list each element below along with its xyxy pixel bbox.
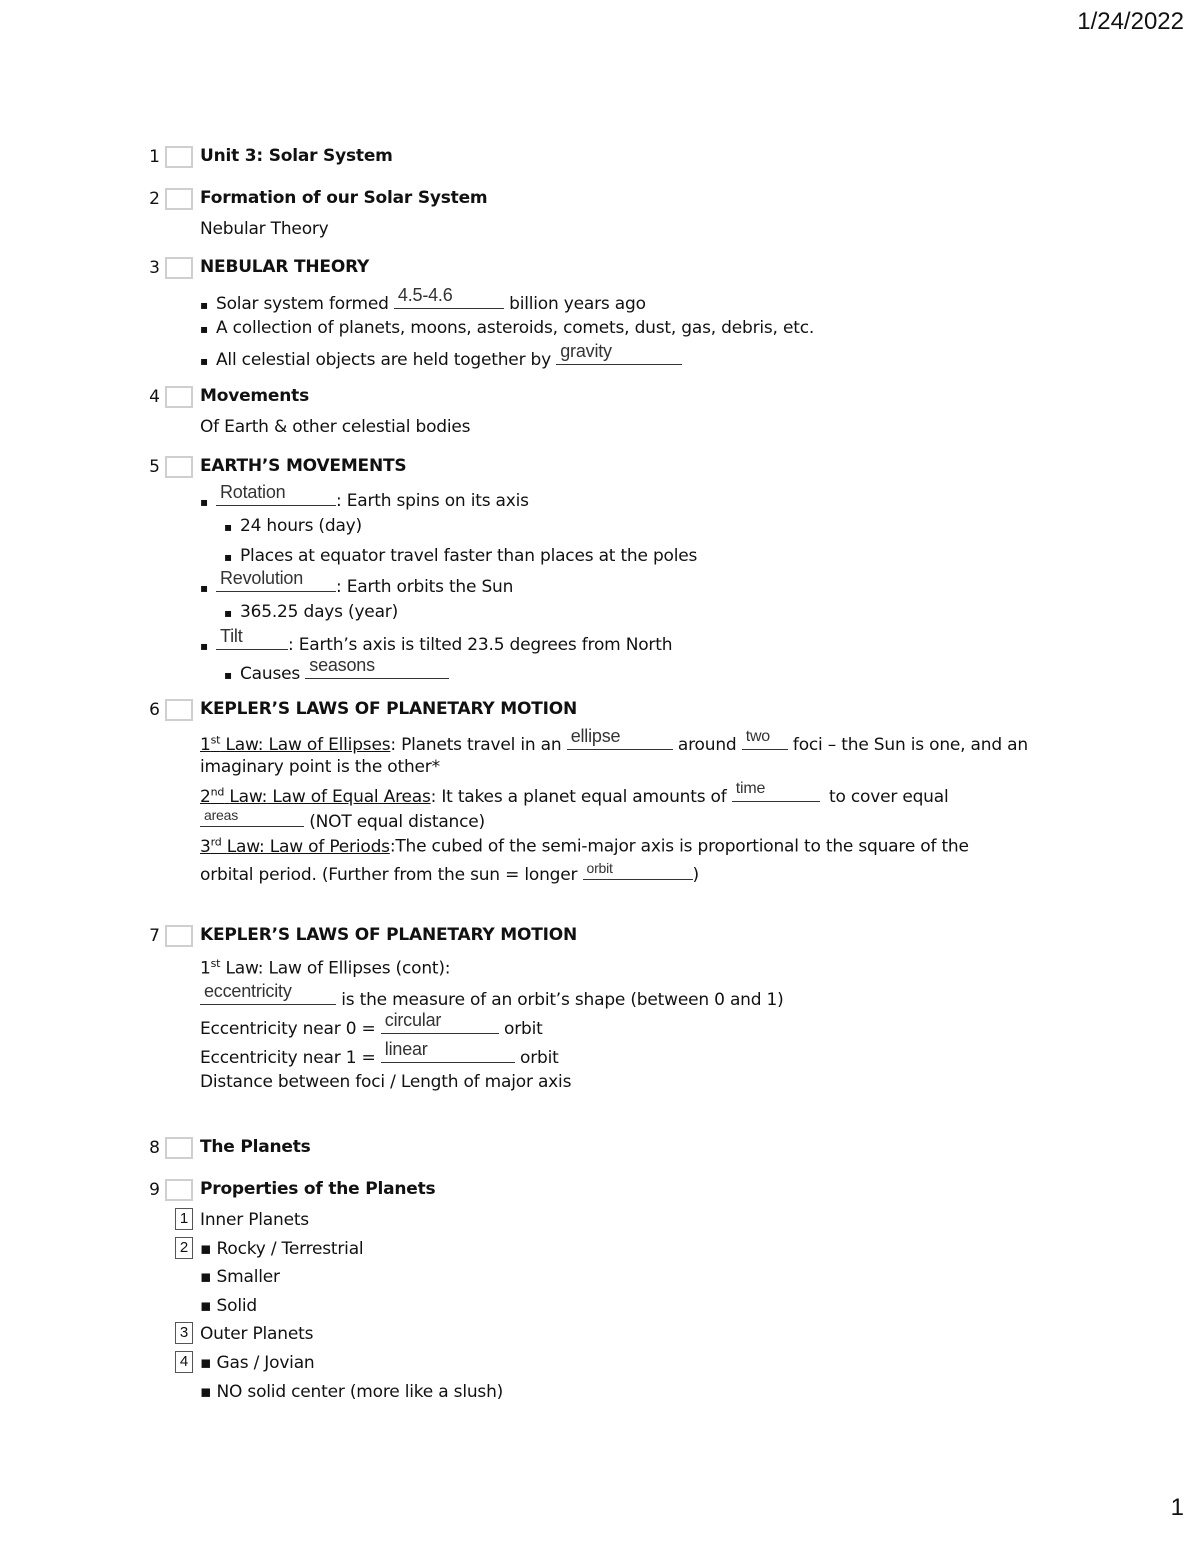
fill-blank: two <box>742 731 788 750</box>
fill-blank: linear <box>381 1044 515 1063</box>
list-item: ▪ Rocky / Terrestrial <box>200 1239 364 1259</box>
definition-line: eccentricity is the measure of an orbit’s shape (between 0 and 1) <box>200 986 784 1010</box>
sub-bullet: ▪ 365.25 days (year) <box>224 602 399 622</box>
slide-title: Formation of our Solar System <box>200 188 488 208</box>
slide-title: NEBULAR THEORY <box>200 257 370 277</box>
list-item: ▪ NO solid center (more like a slush) <box>200 1382 504 1402</box>
bullet-line: ▪ Solar system formed 4.5-4.6 billion years ago <box>200 285 646 314</box>
slide-title: KEPLER’S LAWS OF PLANETARY MOTION <box>200 925 578 945</box>
slide-title: EARTH’S MOVEMENTS <box>200 456 407 476</box>
page-number: 1 <box>1170 1494 1184 1521</box>
formula-line: Distance between foci / Length of major axis <box>200 1072 572 1092</box>
slide-number: 2 <box>149 189 160 209</box>
fill-blank: Revolution <box>216 573 336 592</box>
animation-marker: 3 <box>175 1322 193 1344</box>
bullet-line: ▪ Revolution : Earth orbits the Sun <box>200 568 514 597</box>
fill-blank: Rotation <box>216 487 336 506</box>
bullet-line: ▪ Rotation : Earth spins on its axis <box>200 482 529 511</box>
animation-marker: 4 <box>175 1351 193 1373</box>
list-item: ▪ Gas / Jovian <box>200 1353 315 1373</box>
bullet-line: ▪ Tilt : Earth’s axis is tilted 23.5 degrees from North <box>200 626 673 655</box>
slide-thumbnail-box <box>165 925 193 947</box>
sub-bullet: ▪ Causes seasons <box>224 660 449 684</box>
list-item: Inner Planets <box>200 1210 309 1230</box>
sub-bullet: ▪ Places at equator travel faster than places at the poles <box>224 546 698 566</box>
fill-blank: seasons <box>305 660 449 679</box>
sub-bullet: ▪ 24 hours (day) <box>224 516 362 536</box>
slide-number: 9 <box>149 1180 160 1200</box>
slide-thumbnail-box <box>165 1179 193 1201</box>
slide-number: 1 <box>149 147 160 167</box>
fill-blank: time <box>732 783 820 802</box>
fill-blank: 4.5-4.6 <box>394 290 504 309</box>
fill-blank: ellipse <box>567 731 673 750</box>
law-line: areas (NOT equal distance) <box>200 808 485 832</box>
slide-number: 4 <box>149 387 160 407</box>
fill-blank: circular <box>381 1015 499 1034</box>
law-subheading: 1st Law: Law of Ellipses (cont): <box>200 957 451 979</box>
slide-number: 6 <box>149 700 160 720</box>
bullet-line: ▪ All celestial objects are held together by gravity <box>200 346 682 370</box>
fill-blank: areas <box>200 808 304 827</box>
slide-thumbnail-box <box>165 1137 193 1159</box>
slide-thumbnail-box <box>165 146 193 168</box>
slide-title: Unit 3: Solar System <box>200 146 393 166</box>
slide-title: Movements <box>200 386 309 406</box>
law-line: 1st Law: Law of Ellipses: Planets travel in an ellipse around two foci – the Sun is one, and an <box>200 726 1028 755</box>
slide-title: Properties of the Planets <box>200 1179 436 1199</box>
slide-title: KEPLER’S LAWS OF PLANETARY MOTION <box>200 699 578 719</box>
slide-thumbnail-box <box>165 188 193 210</box>
fill-blank: Tilt <box>216 631 288 650</box>
slide-number: 7 <box>149 926 160 946</box>
list-item: Outer Planets <box>200 1324 314 1344</box>
law-line: imaginary point is the other* <box>200 757 440 777</box>
slide-number: 5 <box>149 457 160 477</box>
slide-title: The Planets <box>200 1137 311 1157</box>
slide-thumbnail-box <box>165 456 193 478</box>
slide-number: 8 <box>149 1138 160 1158</box>
slide-thumbnail-box <box>165 699 193 721</box>
list-item: ▪ Solid <box>200 1296 257 1316</box>
print-date: 1/24/2022 <box>1077 8 1184 35</box>
list-item: ▪ Smaller <box>200 1267 280 1287</box>
law-line: orbital period. (Further from the sun = longer orbit ) <box>200 860 699 885</box>
law-line: 3rd Law: Law of Periods:The cubed of the semi-major axis is proportional to the square of the <box>200 835 969 857</box>
slide-number: 3 <box>149 258 160 278</box>
slide-thumbnail-box <box>165 386 193 408</box>
slide-subtitle: Nebular Theory <box>200 219 329 239</box>
fill-blank: gravity <box>556 346 682 365</box>
animation-marker: 2 <box>175 1237 193 1259</box>
bullet-line: ▪ A collection of planets, moons, asteroids, comets, dust, gas, debris, etc. <box>200 318 815 338</box>
fill-blank: orbit <box>583 861 693 880</box>
animation-marker: 1 <box>175 1208 193 1230</box>
definition-line: Eccentricity near 1 = linear orbit <box>200 1039 559 1068</box>
fill-blank: eccentricity <box>200 986 336 1005</box>
law-line: 2nd Law: Law of Equal Areas: It takes a planet equal amounts of time to cover equal <box>200 780 949 807</box>
slide-thumbnail-box <box>165 257 193 279</box>
definition-line: Eccentricity near 0 = circular orbit <box>200 1010 543 1039</box>
slide-subtitle: Of Earth & other celestial bodies <box>200 417 471 437</box>
